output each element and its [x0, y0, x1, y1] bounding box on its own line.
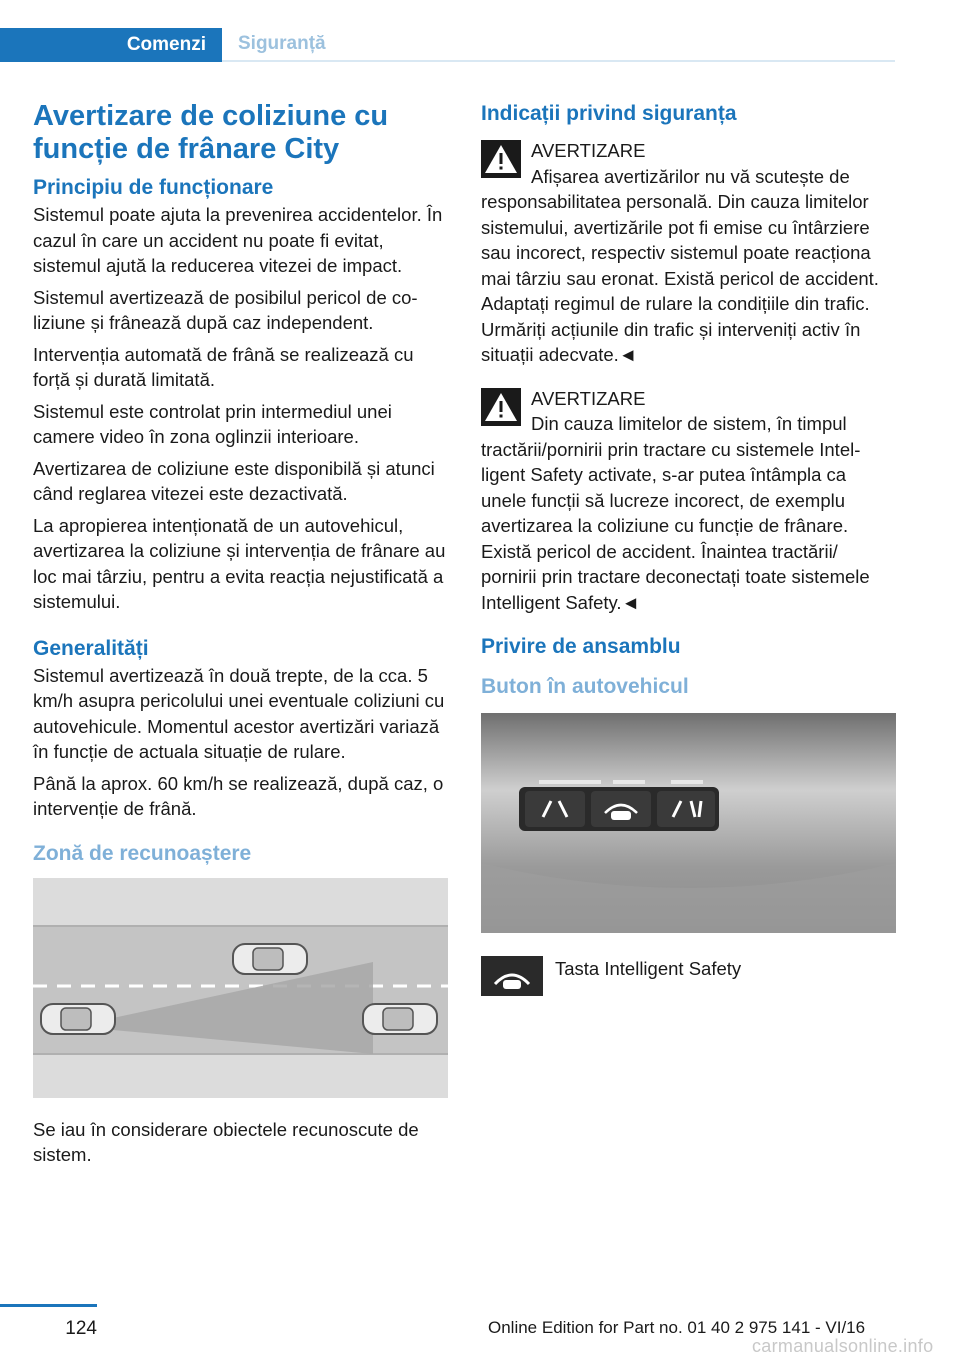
car-icon [233, 944, 307, 974]
car-icon [363, 1004, 437, 1034]
warning-block [481, 386, 896, 616]
paragraph: La apropierea intenționată de un autovehicul, avertizarea la coliziune și intervenția de frânare au loc mai târziu, pentru a evita reacția nejustificată a sistemului. [33, 514, 446, 612]
vehicle-button-photo [481, 713, 896, 933]
tab-siguranta[interactable]: Siguranță [222, 28, 342, 60]
figure-caption: Se iau în considerare obiectele recunoscute de sistem. [33, 1118, 419, 1165]
header-tabs [0, 28, 895, 61]
left-column [33, 100, 448, 1174]
warning-triangle-icon [481, 388, 521, 426]
warning-triangle-icon [481, 140, 521, 178]
paragraph: Sistemul avertizează de posibilul pericol de coliziune și frânează după caz independent. [33, 286, 418, 333]
key-legend [481, 956, 896, 996]
footer-divider [0, 1304, 97, 1307]
heading-button-in-vehicle: Buton în autovehicul [481, 675, 689, 698]
car-icon [41, 1004, 115, 1034]
paragraph: Intervenția automată de frână se realizează cu forță și durată limitată. [33, 343, 414, 390]
heading-general: Generalități [33, 636, 149, 660]
heading-overview: Privire de ansamblu [481, 635, 681, 658]
right-column [481, 100, 896, 996]
paragraph: Sistemul este controlat prin intermediul unei camere video în zona oglinzii interioare. [33, 400, 392, 447]
paragraph: Avertizarea de coliziune este disponibilă și atunci când reglarea vitezei este dezactivată. [33, 457, 435, 504]
heading-safety: Indicații privind siguranța [481, 102, 737, 125]
warning-label: AVERTIZARE [531, 140, 646, 161]
edition-text: Online Edition for Part no. 01 40 2 975 141 - VI/16 [488, 1318, 866, 1337]
heading-principle: Principiu de funcționare [33, 176, 274, 199]
paragraph: Sistemul avertizează în două trepte, de la cca. 5 km/h asupra pericolului unei eventuale coliziuni cu autovehicule. Momentul acestor avertizări variază în funcție de actuala situație de rulare. [33, 664, 445, 762]
watermark: carmanualsonline.info [752, 1336, 934, 1356]
page-title: Avertizare de coliziune cu funcție de frânare City [33, 100, 389, 165]
warning-text: Afișarea avertizărilor nu vă scutește de responsabilitatea personală. Din cauza limitelor sistemului, avertizările pot fi emise cu întârziere sau incorect, respectiv sistemul poate reacționa mai târziu sau eronat. Există pericol de accident. Adaptați regimul de rulare la condițiile din trafic. Urmăriți acțiunile din trafic și interveniți activ în situații adecvate.◄ [481, 165, 879, 365]
lane-warning-button [525, 791, 585, 827]
tab-comenzi[interactable]: Comenzi [0, 28, 222, 62]
page-number: 124 [65, 1318, 97, 1339]
warning-block [481, 138, 896, 368]
driver-assist-button [657, 791, 715, 827]
heading-zone: Zonă de recunoaștere [33, 841, 252, 865]
intelligent-safety-button [591, 791, 651, 827]
detection-zone-illustration [33, 878, 448, 1098]
warning-label: AVERTIZARE [531, 387, 646, 409]
intelligent-safety-icon [481, 956, 543, 996]
paragraph: Până la aprox. 60 km/h se realizează, după caz, o intervenție de frână. [33, 772, 444, 819]
paragraph: Sistemul poate ajuta la prevenirea accidentelor. În cazul în care un accident nu poate fi evitat, sistemul ajută la reducerea vitezei de impact. [33, 204, 443, 276]
key-label: Tasta Intelligent Safety [555, 958, 742, 979]
warning-text: Din cauza limitelor de sistem, în timpul tractării/pornirii prin tractare cu sistemele Intelligent Safety activate, s-ar putea întâmpla ca unele funcții să lucreze incorect, de exemplu avertizarea la coliziune cu funcție de frânare. Există pericol de accident. Înaintea tractării/ pornirii prin tractare deconectați toate sistemele Intelligent Safety.◄ [481, 413, 870, 613]
